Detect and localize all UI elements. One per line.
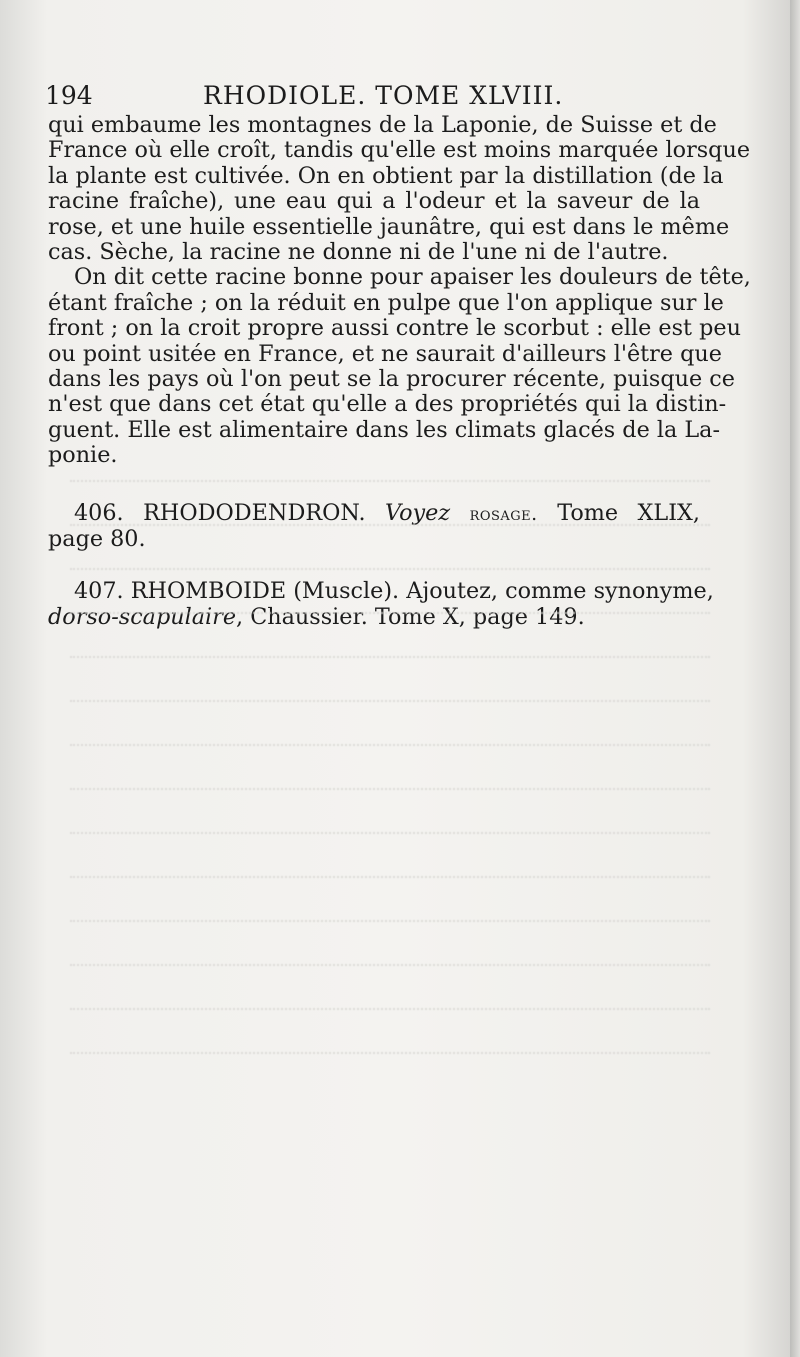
paragraph-1 <box>48 112 751 265</box>
entry-source: , Chaussier. Tome X, page 149. <box>236 604 585 630</box>
body-text <box>48 112 751 469</box>
page-reference: page 80. <box>48 526 146 552</box>
text-line: France où elle croît, tandis qu'elle est moins marquée lorsque <box>48 137 751 164</box>
text-line: On dit cette racine bonne pour apaiser les douleurs de tête, <box>74 264 751 291</box>
text-line: ponie. <box>48 442 118 469</box>
text-line: rose, et une huile essentielle jaunâtre, qui est dans le même <box>48 213 730 240</box>
text-line: n'est que dans cet état qu'elle a des propriétés qui la distin- <box>48 391 727 418</box>
page-header <box>45 78 695 114</box>
text-line: racine fraîche), une eau qui a l'odeur et la saveur de la <box>48 188 700 215</box>
cross-reference: rosage. <box>469 503 538 525</box>
entry-title: 406. RHODODENDRON. <box>74 500 366 526</box>
synonym: dorso-scapulaire <box>48 604 237 630</box>
text-line: guent. Elle est alimentaire dans les climats glacés de la La- <box>48 416 721 443</box>
paragraph-2 <box>48 264 751 469</box>
page-edge <box>790 0 800 1357</box>
text-line: étant fraîche ; on la réduit en pulpe que l'on applique sur le <box>48 289 724 316</box>
running-title: RHODIOLE. TOME XLVIII. <box>203 81 564 110</box>
text-line: qui embaume les montagnes de la Laponie, de Suisse et de <box>48 112 717 138</box>
page-number: 194 <box>45 81 93 110</box>
entry-title: 407. RHOMBOIDE (Muscle). Ajoutez, comme synonyme, <box>74 578 714 604</box>
text-line: front ; on la croit propre aussi contre le scorbut : elle est peu <box>48 315 741 342</box>
text-line: la plante est cultivée. On en obtient par la distillation (de la <box>48 162 724 189</box>
text-line: dans les pays où l'on peut se la procurer récente, puisque ce <box>48 365 735 392</box>
volume-reference: Tome XLIX, <box>557 500 701 526</box>
text-line: cas. Sèche, la racine ne donne ni de l'une ni de l'autre. <box>48 238 669 265</box>
bleed-through-texture <box>70 460 710 1160</box>
cross-reference-label: Voyez <box>385 500 451 526</box>
text-line: ou point usitée en France, et ne saurait d'ailleurs l'être que <box>48 340 722 367</box>
